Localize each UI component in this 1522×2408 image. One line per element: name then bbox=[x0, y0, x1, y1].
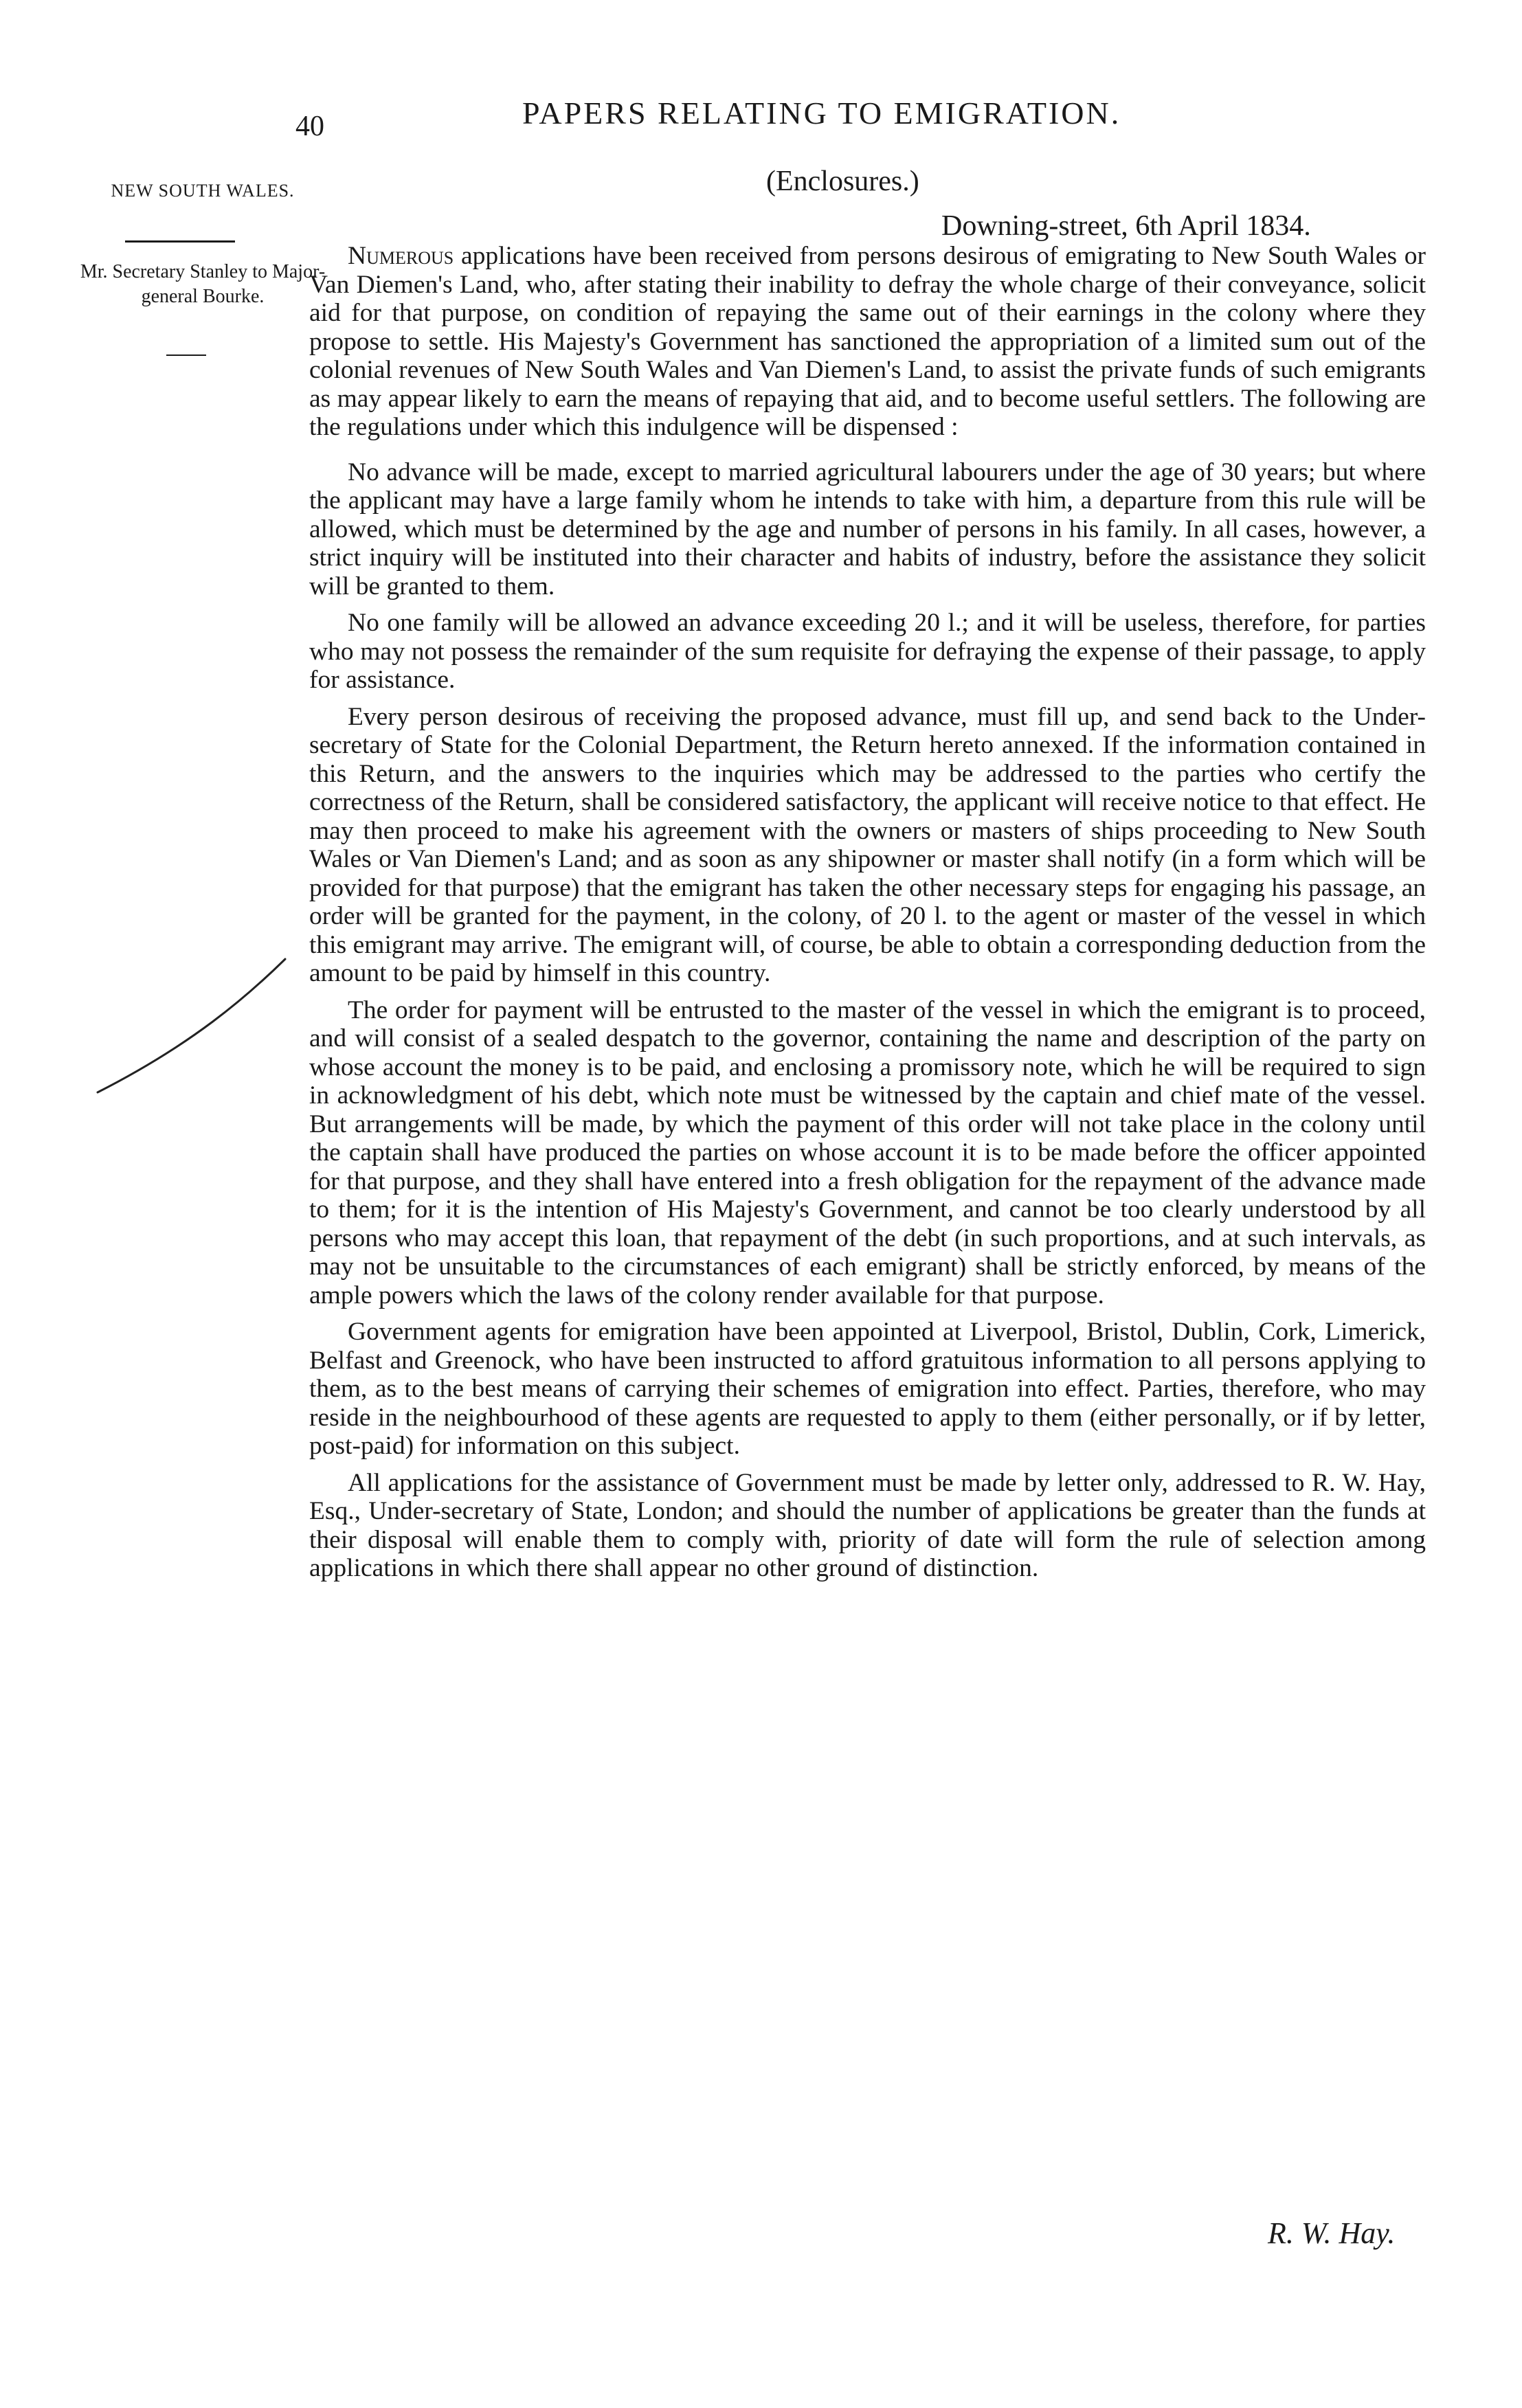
paragraph-1 bbox=[309, 242, 1426, 442]
letter-body bbox=[309, 242, 1426, 1591]
pen-stroke-mark bbox=[89, 955, 295, 1106]
enclosures-heading: (Enclosures.) bbox=[766, 166, 919, 197]
paragraph-5: The order for payment will be entrusted to the master of the vessel in which the emigrant is to proceed, and will consist of a sealed despatch to the governor, containing the name and description of the party on whose account the money is to be paid, and enclosing a promissory note, which he will be required to sign in acknowledgment of his debt, which note must be witnessed by the captain and chief mate of the vessel. But arrangements will be made, by which the payment of this order will not take place in the colony until the captain shall have produced the parties on whose account it is to be made before the officer appointed for that purpose, and they shall have entered into a fresh obligation for the repayment of the advance made to them; for it is the intention of His Majesty's Government, and cannot be too clearly understood by all persons who may accept this loan, that repayment of the debt (in such proportions, and at such intervals, as may not be unsuitable to the circumstances of each emigrant) shall be strictly enforced, by means of the ample powers which the laws of the colony render available for that purpose. bbox=[309, 995, 1426, 1309]
opening-word: Numerous bbox=[348, 242, 454, 270]
page-number: 40 bbox=[295, 111, 324, 142]
signature: R. W. Hay. bbox=[1268, 2216, 1396, 2250]
paragraph-7: All applications for the assistance of Government must be made by letter only, addressed to R. W. Hay, Esq., Under-secretary of State, London; and should the number of applications be greater than the funds at their disposal will enable them to comply with, priority of date will form the rule of selection among applications in which there shall appear no other ground of distinction. bbox=[309, 1468, 1426, 1582]
paragraph-6: Government agents for emigration have been appointed at Liverpool, Bristol, Dublin, Cork, Limerick, Belfast and Greenock, who have been instructed to afford gratuitous information to all persons applying to them, as to the best means of carrying their schemes of emigration into effect. Parties, therefore, who may reside in the neighbourhood of these agents are requested to apply to them (either personally, or if by letter, post-paid) for information on this subject. bbox=[309, 1318, 1426, 1460]
margin-rule-top bbox=[125, 240, 235, 243]
paragraph-3: No one family will be allowed an advance exceeding 20 l.; and it will be useless, therefore, for parties who may not possess the remainder of the sum requisite for defraying the expense of their passage, to apply for assistance. bbox=[309, 609, 1426, 694]
paragraph-4: Every person desirous of receiving the proposed advance, must fill up, and send back to the Under-secretary of State for the Colonial Department, the Return hereto annexed. If the information contained in this Return, and the answers to the inquiries which may be addressed to the parties who certify the correctness of the Return, shall be considered satisfactory, the applicant will receive notice to that effect. He may then proceed to make his agreement with the owners or masters of ships proceeding to New South Wales or Van Diemen's Land; and as soon as any shipowner or master shall notify (in a form which will be provided for that purpose) that the emigrant has taken the other necessary steps for engaging his passage, an order will be granted for the payment, in the colony, of 20 l. to the agent or master of the vessel in which this emigrant may arrive. The emigrant will, of course, be able to obtain a corresponding deduction from the amount to be paid by himself in this country. bbox=[309, 702, 1426, 987]
dateline: Downing-street, 6th April 1834. bbox=[941, 210, 1311, 242]
margin-rule-bottom bbox=[166, 355, 206, 356]
running-title: PAPERS RELATING TO EMIGRATION. bbox=[522, 95, 1121, 131]
paragraph-1-text: applications have been received from persons desirous of emigrating to New South Wales or Van Diemen's Land, who, after stating their inability to defray the whole charge of their conveyance, solicit aid for that purpose, on condition of repaying the same out of their earnings in the colony where they propose to settle. His Majesty's Government has sanctioned the appropriation of a limited sum out of the colonial revenues of New South Wales and Van Diemen's Land, to assist the private funds of such emigrants as may appear likely to earn the means of repaying that aid, and to become useful settlers. The following are the regulations under which this indulgence will be dispensed : bbox=[309, 242, 1426, 441]
margin-subject-note: Mr. Secretary Stanley to Major-general Bourke. bbox=[80, 261, 326, 307]
paragraph-2: No advance will be made, except to married agricultural labourers under the age of 30 years; but where the applicant may have a large family whom he intends to take with him, a departure from this rule will be allowed, which must be determined by the age and number of persons in his family. In all cases, however, a strict inquiry will be instituted into their character and habits of industry, before the assistance they solicit will be granted to them. bbox=[309, 458, 1426, 600]
margin-region-note: NEW SOUTH WALES. bbox=[111, 181, 295, 201]
